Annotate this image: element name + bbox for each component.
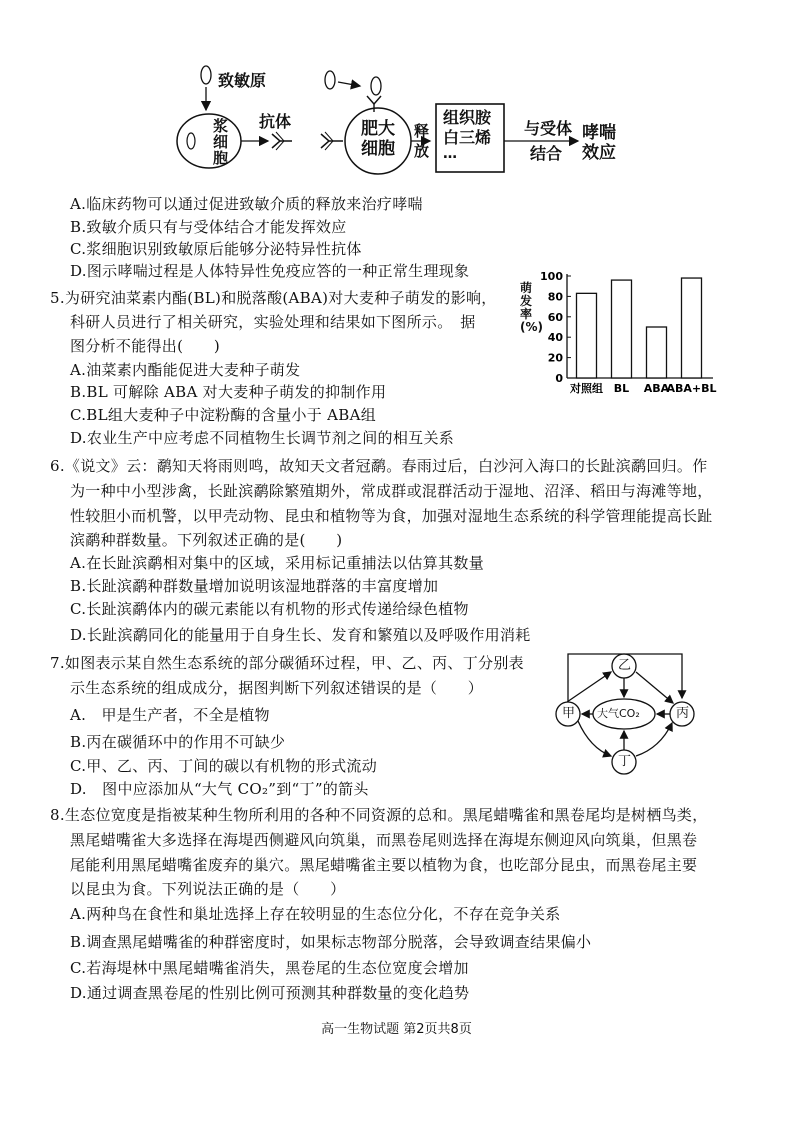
y-tick-label: 40	[547, 331, 563, 345]
q8-option-a: A.两种鸟在食性和巢址选择上存在较明显的生态位分化，不存在竞争关系	[70, 905, 561, 923]
q7-stem-1: 7.如图表示某自然生态系统的部分碳循环过程，甲、乙、丙、丁分别表	[50, 654, 524, 672]
q4-option-a: A.临床药物可以通过促进致敏介质的释放来治疗哮喘	[70, 195, 423, 213]
bind-receptor-label-2: 结合	[530, 144, 563, 163]
q6-option-d: D.长趾滨鹬同化的能量用于自身生长、发育和繁殖以及呼吸作用消耗	[70, 626, 531, 644]
q5-stem-2: 科研人员进行了相关研究，实验处理和结果如下图所示。 据	[70, 313, 476, 331]
q5-stem-1: 5.为研究油菜素内酯(BL)和脱落酸(ABA)对大麦种子萌发的影响，	[50, 289, 497, 307]
q7-option-d: D. 图中应添加从“大气 CO₂”到“丁”的箭头	[70, 780, 369, 798]
y-tick-label: 60	[547, 310, 563, 324]
q6-stem-4: 滨鹬种群数量。下列叙述正确的是( )	[70, 531, 343, 549]
q7-option-c: C.甲、乙、丙、丁间的碳以有机物的形式流动	[70, 757, 378, 775]
q5-stem-3: 图分析不能得出( )	[70, 337, 221, 355]
allergen-grain-icon-2	[325, 71, 335, 89]
x-category-label: BL	[613, 382, 630, 395]
mediator-histamine: 组织胺	[443, 108, 492, 127]
q6-stem-3: 性较胆小而机警，以甲壳动物、昆虫和植物等为食，加强对湿地生态系统的科学管理能提高长趾	[70, 507, 713, 525]
bar	[682, 278, 702, 378]
mediator-leukotriene: 白三烯	[443, 128, 492, 147]
bar	[647, 327, 667, 378]
q8-option-b: B.调查黑尾蜡嘴雀的种群密度时，如果标志物部分脱落，会导致调查结果偏小	[70, 933, 592, 951]
q5-option-a: A.油菜素内酯能促进大麦种子萌发	[70, 361, 301, 379]
mast-cell-label-2: 细胞	[361, 139, 395, 159]
y-tick-label: 80	[547, 290, 563, 304]
q8-stem-3: 尾能利用黑尾蜡嘴雀废弃的巢穴。黑尾蜡嘴雀主要以植物为食，也吃部分昆虫，而黑卷尾主要	[70, 856, 698, 874]
q4-option-b: B.致敏介质只有与受体结合才能发挥效应	[70, 218, 347, 236]
y-axis-label: 萌发率(%)	[520, 281, 543, 334]
q6-option-c: C.长趾滨鹬体内的碳元素能以有机物的形式传递给绿色植物	[70, 600, 469, 618]
label-bing: 丙	[676, 706, 690, 721]
antibody-bound-icon	[321, 132, 343, 150]
q7-option-a: A. 甲是生产者，不全是植物	[70, 706, 270, 724]
y-tick-label: 20	[547, 351, 563, 365]
q4-option-d: D.图示哮喘过程是人体特异性免疫应答的一种正常生理现象	[70, 262, 470, 280]
q8-option-d: D.通过调查黑卷尾的性别比例可预测其种群数量的变化趋势	[70, 984, 470, 1002]
x-category-label: 对照组	[570, 382, 603, 395]
allergy-figure-drawing	[0, 0, 793, 200]
antibody-label: 抗体	[259, 112, 292, 131]
plasma-cell-label-1: 浆	[213, 117, 229, 135]
q5-option-b: B.BL 可解除 ABA 对大麦种子萌发的抑制作用	[70, 383, 387, 401]
q5-option-c: C.BL组大麦种子中淀粉酶的含量小于 ABA组	[70, 406, 377, 424]
antibody-icon	[272, 132, 292, 150]
page-footer: 高一生物试题 第2页共8页	[321, 1022, 472, 1037]
q7-stem-2: 示生态系统的组成成分，据图判断下列叙述错误的是（ ）	[70, 679, 484, 697]
q8-stem-1: 8.生态位宽度是指被某种生物所利用的各种不同资源的总和。黑尾蜡嘴雀和黑卷尾均是树栖鸟类，	[50, 806, 708, 824]
q6-stem-2: 为一种中小型涉禽，长趾滨鹬除繁殖期外，常成群或混群活动于湿地、沼泽、稻田与海滩等地，	[70, 482, 713, 500]
label-yi: 乙	[618, 658, 632, 673]
q6-option-a: A.在长趾滨鹬相对集中的区域，采用标记重捕法以估算其数量	[70, 554, 485, 572]
release-label-1: 释	[414, 122, 430, 140]
q8-stem-4: 以昆虫为食。下列说法正确的是（ ）	[70, 880, 346, 898]
mast-cell-label-1: 肥大	[361, 119, 395, 139]
q8-option-c: C.若海堤林中黑尾蜡嘴雀消失，黑卷尾的生态位宽度会增加	[70, 959, 469, 977]
bar	[612, 280, 632, 378]
plasma-cell-label-2: 细	[213, 133, 229, 151]
label-ding: 丁	[618, 754, 632, 769]
y-tick-label: 0	[555, 372, 563, 385]
bar-chart-svg	[515, 262, 720, 402]
label-atmosphere-co2: 大气CO₂	[597, 707, 640, 720]
mediator-ellipsis: …	[443, 146, 457, 162]
bar	[577, 293, 597, 378]
allergen-label: 致敏原	[218, 71, 267, 90]
x-category-label: ABA	[643, 382, 670, 395]
y-tick-label: 100	[540, 270, 563, 283]
q6-stem-1: 6.《说文》云：鹬知天将雨则鸣，故知天文者冠鹬。春雨过后，白沙河入海口的长趾滨鹬回归。作	[50, 457, 708, 475]
asthma-effect-label-2: 效应	[582, 143, 616, 163]
plasma-cell-label-3: 胞	[213, 149, 229, 167]
allergen-grain-icon	[201, 66, 211, 84]
q5-option-d: D.农业生产中应考虑不同植物生长调节剂之间的相互关系	[70, 429, 455, 447]
release-label-2: 放	[414, 142, 430, 160]
q8-stem-2: 黑尾蜡嘴雀大多选择在海堤西侧避风向筑巢，而黑卷尾则选择在海堤东侧迎风向筑巢，但黑卷	[70, 831, 698, 849]
q6-option-b: B.长趾滨鹬种群数量增加说明该湿地群落的丰富度增加	[70, 577, 439, 595]
q7-option-b: B.丙在碳循环中的作用不可缺少	[70, 733, 286, 751]
x-category-label: ABA+BL	[666, 382, 717, 395]
bind-receptor-label-1: 与受体	[524, 119, 573, 138]
label-jia: 甲	[562, 706, 576, 721]
q4-option-c: C.浆细胞识别致敏原后能够分泌特异性抗体	[70, 240, 362, 258]
asthma-effect-label-1: 哮喘	[582, 123, 616, 143]
